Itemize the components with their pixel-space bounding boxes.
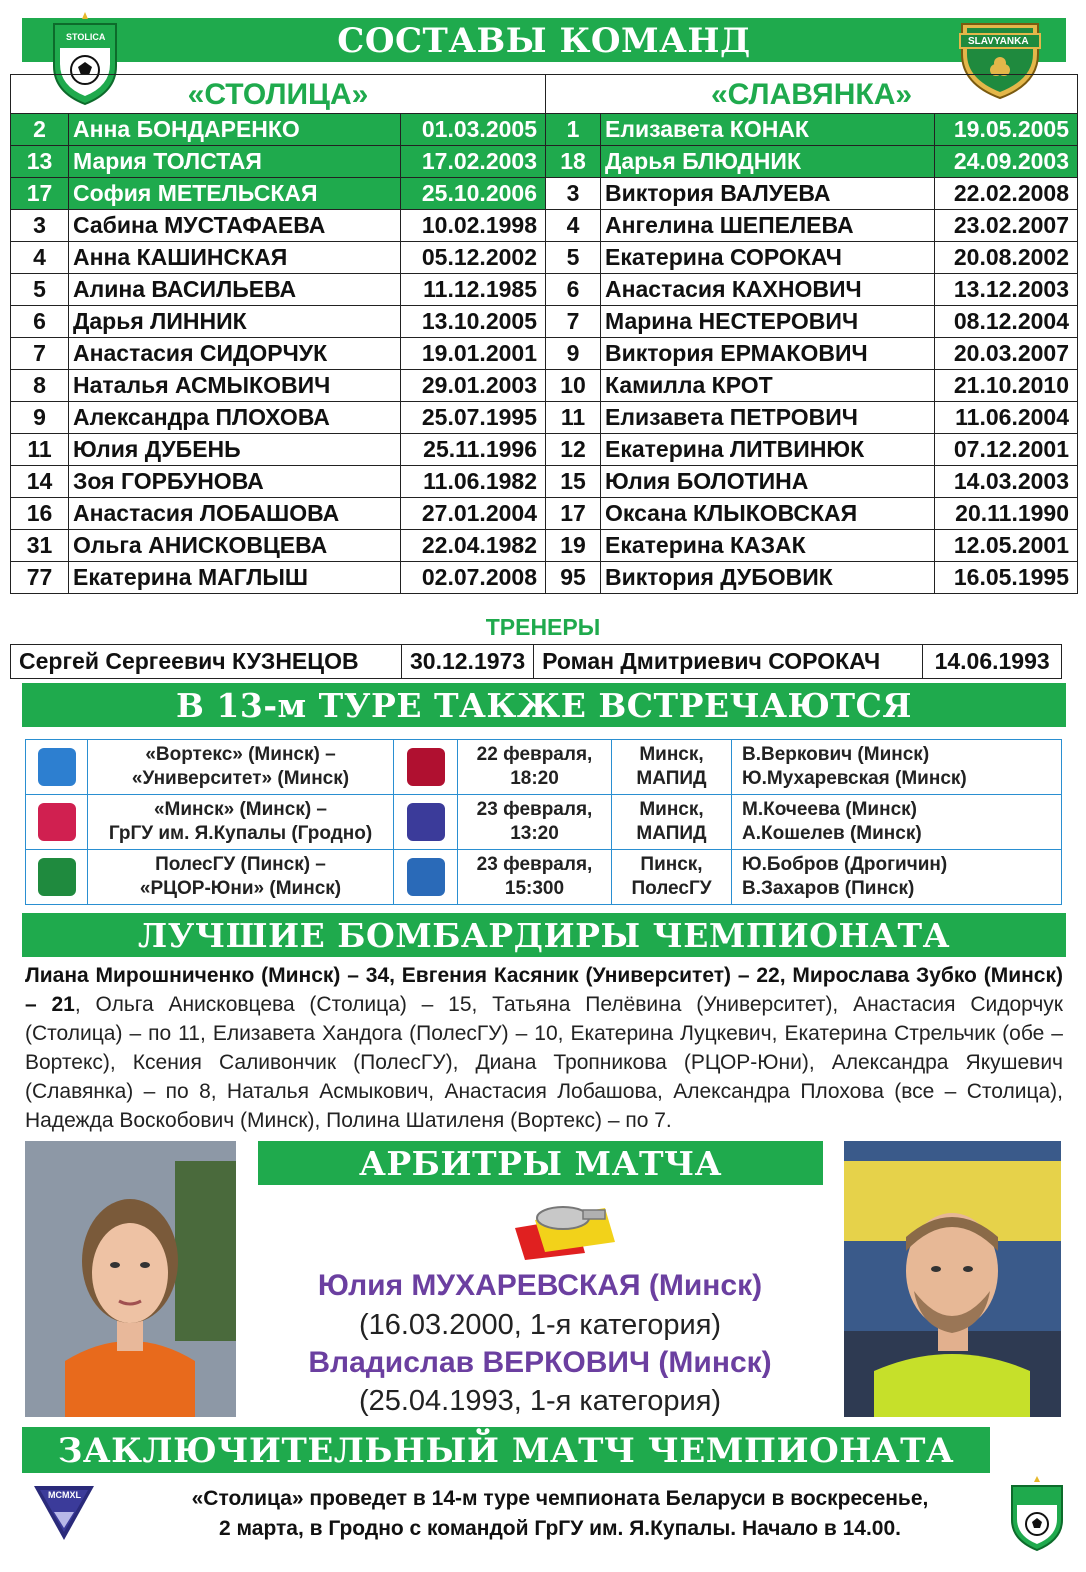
grgu-logo bbox=[407, 803, 445, 841]
away-coach-name: Роман Дмитриевич СОРОКАЧ bbox=[534, 645, 923, 679]
player-number: 12 bbox=[546, 434, 601, 466]
player-name: Анастасия СИДОРЧУК bbox=[69, 338, 401, 370]
whistle-icon bbox=[505, 1198, 625, 1260]
player-name: Юлия БОЛОТИНА bbox=[601, 466, 935, 498]
player-birthdate: 25.10.2006 bbox=[401, 178, 546, 210]
match-datetime bbox=[458, 740, 612, 795]
player-number: 11 bbox=[546, 402, 601, 434]
match-datetime-line-2: 18:20 bbox=[510, 768, 559, 789]
match-teams-line-2: ГрГУ им. Я.Купалы (Гродно) bbox=[108, 823, 373, 844]
player-number: 8 bbox=[11, 370, 69, 402]
away-team-name: «СЛАВЯНКА» bbox=[545, 74, 1078, 113]
player-name: Ольга АНИСКОВЦЕВА bbox=[69, 530, 401, 562]
player-number: 7 bbox=[11, 338, 69, 370]
player-birthdate: 20.11.1990 bbox=[935, 498, 1078, 530]
player-birthdate: 13.10.2005 bbox=[401, 306, 546, 338]
player-birthdate: 14.03.2003 bbox=[935, 466, 1078, 498]
match-referees-line-1: Ю.Бобров (Дрогичин) bbox=[742, 854, 948, 875]
page-title: СОСТАВЫ КОМАНД bbox=[337, 21, 751, 61]
grgu-logo-text: MCMXL bbox=[48, 1490, 81, 1500]
match-venue bbox=[612, 740, 732, 795]
player-birthdate: 10.02.1998 bbox=[401, 210, 546, 242]
player-number: 3 bbox=[546, 178, 601, 210]
player-row bbox=[11, 466, 546, 498]
match-row bbox=[26, 795, 1062, 850]
match-row bbox=[26, 850, 1062, 905]
player-birthdate: 22.04.1982 bbox=[401, 530, 546, 562]
player-birthdate: 20.08.2002 bbox=[935, 242, 1078, 274]
vortex-logo bbox=[38, 748, 76, 786]
player-number: 10 bbox=[546, 370, 601, 402]
round-band bbox=[22, 683, 1066, 727]
home-coach-name: Сергей Сергеевич КУЗНЕЦОВ bbox=[11, 645, 402, 679]
match-datetime-line-2: 15:300 bbox=[504, 878, 565, 899]
match-referees-line-2: Ю.Мухаревская (Минск) bbox=[742, 768, 967, 789]
player-birthdate: 27.01.2004 bbox=[401, 498, 546, 530]
player-name: Оксана КЛЫКОВСКАЯ bbox=[601, 498, 935, 530]
referee-2-info: (25.04.1993, 1-я категория) bbox=[358, 1385, 722, 1417]
player-birthdate: 24.09.2003 bbox=[935, 146, 1078, 178]
player-name: Зоя ГОРБУНОВА bbox=[69, 466, 401, 498]
player-name: Анастасия ЛОБАШОВА bbox=[69, 498, 401, 530]
round-title: В 13-м ТУРЕ ТАКЖЕ ВСТРЕЧАЮТСЯ bbox=[176, 686, 912, 725]
referee-photo-right bbox=[844, 1141, 1061, 1417]
player-name: Елизавета КОНАК bbox=[601, 114, 935, 146]
title-band bbox=[22, 18, 1066, 62]
match-datetime-line-1: 23 февраля, bbox=[476, 854, 593, 875]
final-line-1: «Столица» проведет в 14-м туре чемпионата Беларуси в воскресенье, bbox=[191, 1487, 929, 1510]
final-description bbox=[120, 1484, 1000, 1544]
player-birthdate: 13.12.2003 bbox=[935, 274, 1078, 306]
player-birthdate: 19.01.2001 bbox=[401, 338, 546, 370]
player-row bbox=[11, 210, 546, 242]
match-referees-line-1: В.Веркович (Минск) bbox=[742, 744, 930, 765]
player-name: Марина НЕСТЕРОВИЧ bbox=[601, 306, 935, 338]
player-birthdate: 12.05.2001 bbox=[935, 530, 1078, 562]
team-logo-cell bbox=[26, 740, 88, 795]
player-number: 77 bbox=[11, 562, 69, 594]
player-row bbox=[11, 146, 546, 178]
player-name: Мария ТОЛСТАЯ bbox=[69, 146, 401, 178]
match-teams bbox=[88, 740, 394, 795]
player-number: 5 bbox=[11, 274, 69, 306]
player-row bbox=[546, 210, 1078, 242]
match-venue-line-1: Минск, bbox=[639, 744, 704, 765]
player-birthdate: 11.06.2004 bbox=[935, 402, 1078, 434]
player-row bbox=[546, 274, 1078, 306]
player-number: 9 bbox=[11, 402, 69, 434]
rcor-logo bbox=[407, 858, 445, 896]
player-birthdate: 07.12.2001 bbox=[935, 434, 1078, 466]
player-birthdate: 05.12.2002 bbox=[401, 242, 546, 274]
player-birthdate: 20.03.2007 bbox=[935, 338, 1078, 370]
player-name: Анна БОНДАРЕНКО bbox=[69, 114, 401, 146]
player-name: Ангелина ШЕПЕЛЕВА bbox=[601, 210, 935, 242]
match-datetime-line-2: 13:20 bbox=[510, 823, 559, 844]
player-row bbox=[11, 530, 546, 562]
player-name: Александра ПЛОХОВА bbox=[69, 402, 401, 434]
player-row bbox=[546, 530, 1078, 562]
player-name: Наталья АСМЫКОВИЧ bbox=[69, 370, 401, 402]
match-venue bbox=[612, 850, 732, 905]
match-datetime bbox=[458, 795, 612, 850]
player-number: 4 bbox=[546, 210, 601, 242]
match-referees bbox=[732, 795, 1062, 850]
player-name: Анна КАШИНСКАЯ bbox=[69, 242, 401, 274]
match-venue-line-1: Пинск, bbox=[640, 854, 703, 875]
match-referees-line-2: В.Захаров (Пинск) bbox=[742, 878, 915, 899]
player-name: Елизавета ПЕТРОВИЧ bbox=[601, 402, 935, 434]
away-coach-dob: 14.06.1993 bbox=[923, 645, 1062, 679]
player-row bbox=[11, 242, 546, 274]
match-datetime-line-1: 23 февраля, bbox=[476, 799, 593, 820]
match-teams-line-2: «Университет» (Минск) bbox=[131, 768, 350, 789]
player-row bbox=[546, 498, 1078, 530]
match-venue-line-2: МАПИД bbox=[636, 823, 707, 844]
referees-band bbox=[258, 1141, 823, 1185]
polesgu-logo bbox=[38, 858, 76, 896]
player-row bbox=[546, 370, 1078, 402]
referees-title: АРБИТРЫ МАТЧА bbox=[358, 1144, 723, 1183]
player-name: Юлия ДУБЕНЬ bbox=[69, 434, 401, 466]
player-number: 2 bbox=[11, 114, 69, 146]
match-row bbox=[26, 740, 1062, 795]
player-number: 11 bbox=[11, 434, 69, 466]
player-number: 95 bbox=[546, 562, 601, 594]
player-row bbox=[546, 562, 1078, 594]
player-row bbox=[546, 114, 1078, 146]
player-birthdate: 17.02.2003 bbox=[401, 146, 546, 178]
player-name: Алина ВАСИЛЬЕВА bbox=[69, 274, 401, 306]
player-number: 7 bbox=[546, 306, 601, 338]
team-logo-cell bbox=[394, 740, 458, 795]
player-row bbox=[11, 338, 546, 370]
stolica-logo-text: STOLICA bbox=[66, 32, 106, 42]
home-coach-dob: 30.12.1973 bbox=[402, 645, 534, 679]
matches-table bbox=[25, 739, 1062, 905]
match-teams-line-2: «РЦОР-Юни» (Минск) bbox=[139, 878, 342, 899]
player-name: Виктория ЕРМАКОВИЧ bbox=[601, 338, 935, 370]
player-number: 16 bbox=[11, 498, 69, 530]
woman-referee-photo-icon bbox=[25, 1141, 236, 1417]
player-number: 15 bbox=[546, 466, 601, 498]
match-teams bbox=[88, 850, 394, 905]
player-name: Екатерина КАЗАК bbox=[601, 530, 935, 562]
player-number: 6 bbox=[546, 274, 601, 306]
home-roster-table bbox=[10, 113, 546, 594]
player-birthdate: 29.01.2003 bbox=[401, 370, 546, 402]
match-teams bbox=[88, 795, 394, 850]
match-teams-line-1: «Минск» (Минск) – bbox=[153, 799, 328, 820]
player-row bbox=[11, 402, 546, 434]
team-logo-cell bbox=[394, 850, 458, 905]
stolica-small-logo bbox=[1006, 1474, 1068, 1552]
player-row bbox=[546, 242, 1078, 274]
player-birthdate: 22.02.2008 bbox=[935, 178, 1078, 210]
final-title: ЗАКЛЮЧИТЕЛЬНЫЙ МАТЧ ЧЕМПИОНАТА bbox=[57, 1431, 955, 1471]
player-birthdate: 19.05.2005 bbox=[935, 114, 1078, 146]
player-birthdate: 21.10.2010 bbox=[935, 370, 1078, 402]
referees-info bbox=[250, 1266, 830, 1420]
home-team-name: «СТОЛИЦА» bbox=[10, 74, 546, 113]
player-birthdate: 25.11.1996 bbox=[401, 434, 546, 466]
player-birthdate: 01.03.2005 bbox=[401, 114, 546, 146]
grgu-final-logo bbox=[32, 1484, 96, 1542]
player-row bbox=[546, 434, 1078, 466]
player-birthdate: 02.07.2008 bbox=[401, 562, 546, 594]
coaches-table bbox=[10, 644, 1062, 679]
match-datetime bbox=[458, 850, 612, 905]
match-venue-line-2: ПолесГУ bbox=[631, 878, 712, 899]
slavyanka-logo-text: SLAVYANKA bbox=[968, 36, 1029, 47]
player-name: Екатерина СОРОКАЧ bbox=[601, 242, 935, 274]
player-name: Виктория ВАЛУЕВА bbox=[601, 178, 935, 210]
player-row bbox=[546, 178, 1078, 210]
player-name: Сабина МУСТАФАЕВА bbox=[69, 210, 401, 242]
player-name: София МЕТЕЛЬСКАЯ bbox=[69, 178, 401, 210]
referee-1-info: (16.03.2000, 1-я категория) bbox=[358, 1309, 722, 1341]
player-birthdate: 11.12.1985 bbox=[401, 274, 546, 306]
match-venue bbox=[612, 795, 732, 850]
player-number: 14 bbox=[11, 466, 69, 498]
player-name: Екатерина МАГЛЫШ bbox=[69, 562, 401, 594]
player-row bbox=[11, 306, 546, 338]
player-number: 31 bbox=[11, 530, 69, 562]
player-row bbox=[546, 402, 1078, 434]
player-number: 13 bbox=[11, 146, 69, 178]
match-referees bbox=[732, 850, 1062, 905]
player-row bbox=[11, 562, 546, 594]
player-row bbox=[11, 178, 546, 210]
player-number: 17 bbox=[11, 178, 69, 210]
team-logo-cell bbox=[26, 795, 88, 850]
player-number: 18 bbox=[546, 146, 601, 178]
player-name: Камилла КРОТ bbox=[601, 370, 935, 402]
final-line-2: 2 марта, в Гродно с командой ГрГУ им. Я.Купалы. Начало в 14.00. bbox=[219, 1517, 901, 1540]
match-venue-line-1: Минск, bbox=[639, 799, 704, 820]
player-row bbox=[11, 498, 546, 530]
player-name: Дарья БЛЮДНИК bbox=[601, 146, 935, 178]
player-row bbox=[11, 114, 546, 146]
match-referees bbox=[732, 740, 1062, 795]
player-row bbox=[11, 274, 546, 306]
player-number: 17 bbox=[546, 498, 601, 530]
scorers-rest: , Ольга Анисковцева (Столица) – 15, Татьяна Пелёвина (Университет), Анастасия Сидорчук (Столица) – по 11, Елизавета Хандога (ПолесГУ) – 10, Екатерина Луцкевич, Екатерина Стрельчик (обе – Вортекс), Ксения Саливончик (ПолесГУ), Диана Тропникова (РЦОР-Юни), Александра Якушевич (Славянка) – по 8, Наталья Асмыкович, Анастасия Лобашова, Александра Плохова (все – Столица), Надежда Воскобович (Минск), Полина Шатиленя (Вортекс) – по 7. bbox=[25, 993, 1063, 1132]
minsk-logo bbox=[38, 803, 76, 841]
stolica-small-crest-icon bbox=[1006, 1474, 1068, 1552]
man-referee-photo-icon bbox=[844, 1141, 1061, 1417]
player-birthdate: 11.06.1982 bbox=[401, 466, 546, 498]
match-teams-line-1: «Вортекс» (Минск) – bbox=[145, 744, 336, 765]
scorers-top-three: Лиана Мирошниченко (Минск) – 34, Евгения Касяник (Университет) – 22, Мирослава Зубко (Минск) – 21 bbox=[25, 964, 1063, 1016]
team-logo-cell bbox=[394, 795, 458, 850]
player-birthdate: 08.12.2004 bbox=[935, 306, 1078, 338]
player-row bbox=[11, 370, 546, 402]
player-birthdate: 23.02.2007 bbox=[935, 210, 1078, 242]
player-row bbox=[11, 434, 546, 466]
player-name: Дарья ЛИННИК bbox=[69, 306, 401, 338]
away-roster-table bbox=[545, 113, 1078, 594]
referee-2-name: Владислав ВЕРКОВИЧ (Минск) bbox=[308, 1346, 772, 1379]
scorers-title: ЛУЧШИЕ БОМБАРДИРЫ ЧЕМПИОНАТА bbox=[138, 916, 950, 955]
player-birthdate: 16.05.1995 bbox=[935, 562, 1078, 594]
player-row bbox=[546, 338, 1078, 370]
player-row bbox=[546, 146, 1078, 178]
match-venue-line-2: МАПИД bbox=[636, 768, 707, 789]
player-number: 5 bbox=[546, 242, 601, 274]
team-logo-cell bbox=[26, 850, 88, 905]
scorers-band bbox=[22, 913, 1066, 957]
player-birthdate: 25.07.1995 bbox=[401, 402, 546, 434]
match-referees-line-2: А.Кошелев (Минск) bbox=[742, 823, 922, 844]
player-number: 1 bbox=[546, 114, 601, 146]
referee-1-name: Юлия МУХАРЕВСКАЯ (Минск) bbox=[317, 1269, 763, 1302]
player-number: 3 bbox=[11, 210, 69, 242]
player-number: 9 bbox=[546, 338, 601, 370]
match-datetime-line-1: 22 февраля, bbox=[476, 744, 593, 765]
coaches-label: ТРЕНЕРЫ bbox=[485, 614, 601, 640]
match-referees-line-1: М.Кочеева (Минск) bbox=[742, 799, 917, 820]
player-number: 19 bbox=[546, 530, 601, 562]
player-number: 6 bbox=[11, 306, 69, 338]
player-number: 4 bbox=[11, 242, 69, 274]
player-row bbox=[546, 466, 1078, 498]
referee-photo-left bbox=[25, 1141, 236, 1417]
player-name: Виктория ДУБОВИК bbox=[601, 562, 935, 594]
player-row bbox=[546, 306, 1078, 338]
final-band bbox=[22, 1427, 990, 1473]
player-name: Екатерина ЛИТВИНЮК bbox=[601, 434, 935, 466]
match-teams-line-1: ПолесГУ (Пинск) – bbox=[155, 854, 326, 875]
scorers-text bbox=[25, 961, 1063, 1135]
university-logo bbox=[407, 748, 445, 786]
player-name: Анастасия КАХНОВИЧ bbox=[601, 274, 935, 306]
